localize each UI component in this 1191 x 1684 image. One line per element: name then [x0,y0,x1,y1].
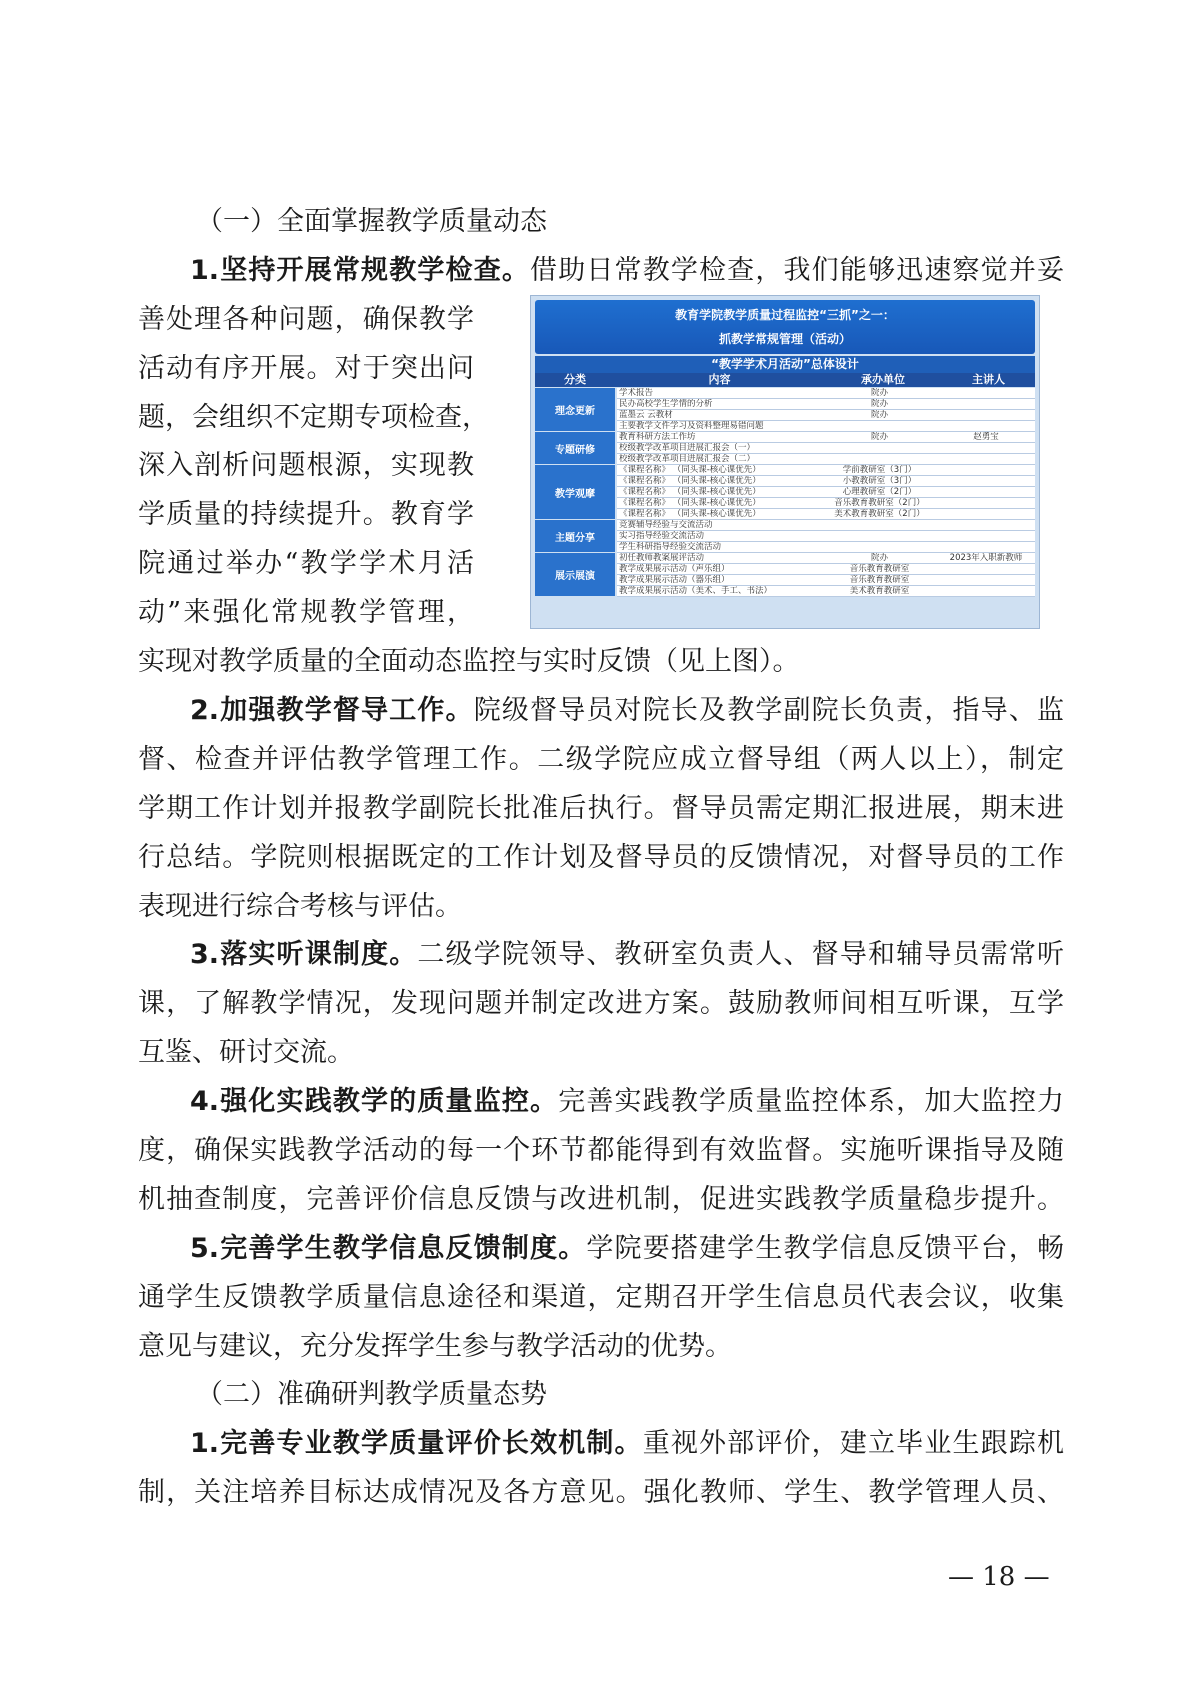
row-speaker: 2023年入职新教师 [949,553,1023,563]
table-row [617,498,1035,509]
row-organizer: 音乐教育教研室（2门） [834,498,925,508]
paragraph-1-line-6: 学质量的持续提升。教育学 [138,499,474,530]
paragraph-5-line-2: 通学生反馈教学质量信息途径和渠道，定期召开学生信息员代表会议，收集 [138,1282,1064,1313]
row-content: 《课程名称》 （同头课-核心课优先） [619,487,761,497]
row-content: 《课程名称》 （同头课-核心课优先） [619,465,761,475]
table-row [617,476,1035,487]
paragraph-2-line-2: 督、检查并评估教学管理工作。二级学院应成立督导组（两人以上），制定 [138,744,1064,775]
paragraph-1-line-9: 实现对教学质量的全面动态监控与实时反馈（见上图）。 [138,646,800,677]
paragraph-4-line-2: 度，确保实践教学活动的每一个环节都能得到有效监督。实施听课指导及随 [138,1135,1064,1166]
table-row [617,531,1035,542]
paragraph-2-lead: 2.加强教学督导工作。 [190,695,474,726]
paragraph-1-line-3: 活动有序开展。对于突出问 [138,353,474,384]
paragraph-1-line-4: 题，会组织不定期专项检查， [138,402,489,433]
row-content: 《课程名称》 （同头课-核心课优先） [619,476,761,486]
row-content: 主要教学文件学习及资料整理易错问题 [619,421,764,431]
row-content: 校级教学改革项目进展汇报会（二） [619,454,756,464]
paragraph-5-lead: 5.完善学生教学信息反馈制度。 [190,1233,587,1264]
table-row [617,564,1035,575]
row-speaker: 赵勇宝 [973,432,999,442]
row-content: 校级教学改革项目进展汇报会（一） [619,443,756,453]
row-organizer: 音乐教育教研室 [849,564,910,574]
header-organizer: 承办单位 [861,373,905,386]
row-organizer: 美术教育教研室 [849,586,910,596]
table-row [617,388,1035,399]
row-organizer: 院办 [870,410,888,420]
row-content: 教学成果展示活动（声乐组） [619,564,730,574]
table-row [617,410,1035,421]
paragraph-6-line-2: 制，关注培养目标达成情况及各方意见。强化教师、学生、教学管理人员、 [138,1477,1064,1508]
row-content: 实习指导经验交流活动 [619,531,705,541]
row-content: 民办高校学生学情的分析 [619,399,713,409]
table-row [617,465,1035,476]
page-number: — 18 — [948,1562,1050,1592]
paragraph-2-line-3: 学期工作计划并报教学副院长批准后执行。督导员需定期汇报进展，期末进 [138,793,1064,824]
paragraph-2-line-5: 表现进行综合考核与评估。 [138,891,462,922]
row-content: 学生科研指导经验交流活动 [619,542,722,552]
row-content: 《课程名称》 （同头课-核心课优先） [619,498,761,508]
row-organizer: 学前教研室（3门） [842,465,917,475]
activity-design-figure [530,295,1040,629]
row-organizer: 院办 [870,553,888,563]
section-heading-1: （一）全面掌握教学质量动态 [196,206,547,237]
header-content: 内容 [708,373,731,386]
row-content: 蓝墨云 云教材 [619,410,673,420]
table-row [617,443,1035,454]
paragraph-1-lead: 1.坚持开展常规教学检查。 [190,255,531,286]
category-cell: 主题分享 [535,520,615,553]
table-row [617,421,1035,432]
paragraph-3-line-2: 课，了解教学情况，发现问题并制定改进方案。鼓励教师间相互听课，互学 [138,988,1064,1019]
paragraph-1-line-1: 1.坚持开展常规教学检查。借助日常教学检查，我们能够迅速察觉并妥 [190,255,1065,286]
table-row [617,454,1035,465]
row-organizer: 心理教研室（2门） [842,487,917,497]
row-content: 学术报告 [619,388,654,398]
section-heading-2: （二）准确研判教学质量态势 [196,1379,547,1410]
table-row [617,586,1035,597]
paragraph-1-line-2: 善处理各种问题，确保教学 [138,304,474,335]
paragraph-2-line-4: 行总结。学院则根据既定的工作计划及督导员的反馈情况，对督导员的工作 [138,842,1064,873]
paragraph-1-line-5: 深入剖析问题根源，实现教 [138,450,474,481]
figure-header [535,300,1035,354]
row-content: 教学成果展示活动（美术、手工、书法） [619,586,773,596]
row-content: 《课程名称》 （同头课-核心课优先） [619,509,761,519]
paragraph-2-line-1: 2.加强教学督导工作。院级督导员对院长及教学副院长负责，指导、监 [190,695,1065,726]
paragraph-3-lead: 3.落实听课制度。 [190,939,418,970]
paragraph-6-lead: 1.完善专业教学质量评价长效机制。 [190,1428,643,1459]
row-organizer: 音乐教育教研室 [849,575,910,585]
header-speaker: 主讲人 [972,373,1005,386]
figure-title-2: 抓教学常规管理（活动） [718,332,851,346]
table-row [617,575,1035,586]
table-row [617,553,1035,564]
table-row [617,509,1035,520]
paragraph-3-line-3: 互鉴、研讨交流。 [138,1037,354,1068]
category-cell: 理念更新 [535,388,615,432]
table-row [617,399,1035,410]
row-content: 教学成果展示活动（器乐组） [619,575,730,585]
table-row [617,542,1035,553]
row-organizer: 小教教研室（3门） [842,476,917,486]
table-row [617,520,1035,531]
paragraph-4-line-3: 机抽查制度，完善评价信息反馈与改进机制，促进实践教学质量稳步提升。 [138,1184,1064,1215]
figure-table-header [535,373,1035,387]
row-organizer: 院办 [870,388,888,398]
table-row [617,487,1035,498]
paragraph-3-line-1: 3.落实听课制度。二级学院领导、教研室负责人、督导和辅导员需常听 [190,939,1065,970]
paragraph-6-line-1: 1.完善专业教学质量评价长效机制。重视外部评价，建立毕业生跟踪机 [190,1428,1064,1459]
figure-subtitle: “教学学术月活动”总体设计 [535,356,1035,373]
paragraph-5-line-1: 5.完善学生教学信息反馈制度。学院要搭建学生教学信息反馈平台，畅 [190,1233,1065,1264]
category-cell: 展示展演 [535,553,615,597]
row-content: 教育科研方法工作坊 [619,432,696,442]
row-content: 竞赛辅导经验与交流活动 [619,520,713,530]
figure-title-1: 教育学院教学质量过程监控“三抓”之一： [675,308,895,322]
paragraph-1-line-7: 院通过举办“教学学术月活 [138,548,474,579]
row-content: 初任教师教案展评活动 [619,553,705,563]
paragraph-4-lead: 4.强化实践教学的质量监控。 [190,1086,559,1117]
row-organizer: 美术教育教研室（2门） [834,509,925,519]
category-cell: 教学观摩 [535,465,615,520]
header-category: 分类 [564,373,586,386]
category-cell: 专题研修 [535,432,615,465]
row-organizer: 院办 [870,399,888,409]
row-organizer: 院办 [870,432,888,442]
paragraph-1-line-8: 动”来强化常规教学管理， [138,597,474,628]
table-row [617,432,1035,443]
paragraph-5-line-3: 意见与建议，充分发挥学生参与教学活动的优势。 [138,1331,732,1362]
paragraph-4-line-1: 4.强化实践教学的质量监控。完善实践教学质量监控体系，加大监控力 [190,1086,1065,1117]
